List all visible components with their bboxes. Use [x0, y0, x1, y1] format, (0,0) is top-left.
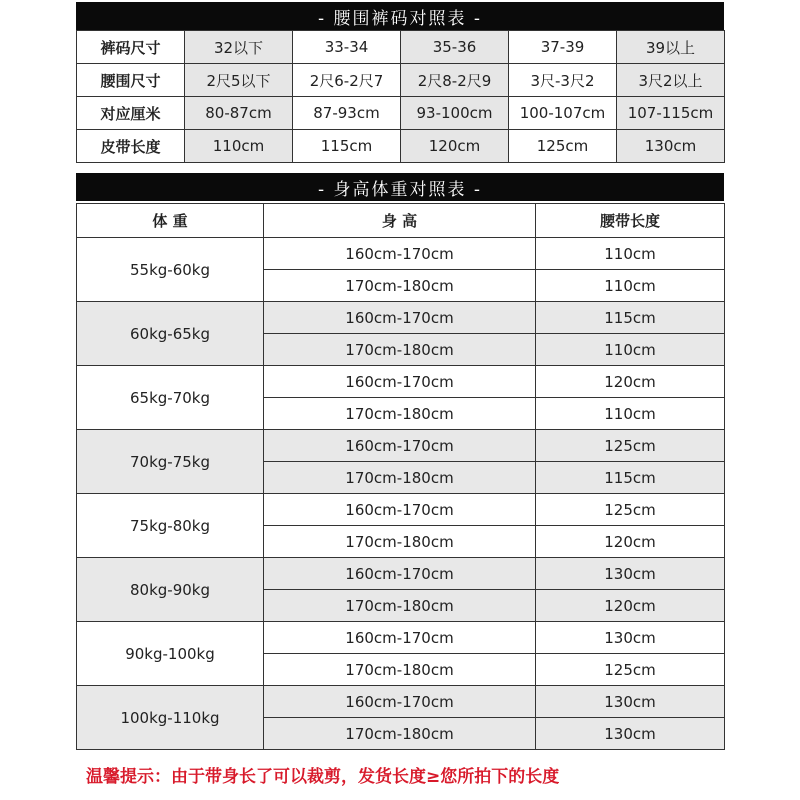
height-range-cell: 160cm-170cm: [264, 494, 536, 526]
size-chart-title: - 腰围裤码对照表 -: [76, 2, 724, 30]
size-row: [77, 31, 725, 64]
size-row-label: 对应厘米: [77, 97, 185, 130]
weight-range-cell: 60kg-65kg: [77, 302, 264, 366]
size-cell: 130cm: [617, 130, 725, 163]
size-cell: 2尺6-2尺7: [293, 64, 401, 97]
weight-range-cell: 100kg-110kg: [77, 686, 264, 750]
belt-length-cell: 120cm: [536, 590, 725, 622]
belt-length-cell: 110cm: [536, 398, 725, 430]
weight-range-cell: 70kg-75kg: [77, 430, 264, 494]
size-cell: 37-39: [509, 31, 617, 64]
height-range-cell: 170cm-180cm: [264, 398, 536, 430]
height-range-cell: 170cm-180cm: [264, 270, 536, 302]
size-row-label: 腰围尺寸: [77, 64, 185, 97]
size-cell: 3尺2以上: [617, 64, 725, 97]
size-cell: 110cm: [185, 130, 293, 163]
size-row-label: 皮带长度: [77, 130, 185, 163]
shipping-note: 温馨提示：由于带身长了可以裁剪，发货长度≥您所拍下的长度: [86, 767, 560, 787]
height-range-cell: 160cm-170cm: [264, 558, 536, 590]
belt-length-cell: 115cm: [536, 302, 725, 334]
belt-length-cell: 110cm: [536, 270, 725, 302]
size-cell: 39以上: [617, 31, 725, 64]
height-range-cell: 160cm-170cm: [264, 238, 536, 270]
belt-length-cell: 130cm: [536, 686, 725, 718]
height-range-cell: 160cm-170cm: [264, 302, 536, 334]
belt-length-cell: 125cm: [536, 494, 725, 526]
weight-row: [77, 302, 725, 334]
height-range-cell: 170cm-180cm: [264, 334, 536, 366]
header-belt-length: 腰带长度: [536, 204, 725, 238]
size-cell: 100-107cm: [509, 97, 617, 130]
weight-range-cell: 80kg-90kg: [77, 558, 264, 622]
size-cell: 93-100cm: [401, 97, 509, 130]
height-range-cell: 160cm-170cm: [264, 430, 536, 462]
size-cell: 107-115cm: [617, 97, 725, 130]
belt-length-cell: 120cm: [536, 366, 725, 398]
size-cell: 2尺8-2尺9: [401, 64, 509, 97]
belt-length-cell: 130cm: [536, 622, 725, 654]
size-cell: 125cm: [509, 130, 617, 163]
size-cell: 115cm: [293, 130, 401, 163]
header-height: 身 高: [264, 204, 536, 238]
waist-size-table: [76, 30, 725, 163]
belt-length-cell: 115cm: [536, 462, 725, 494]
size-cell: 2尺5以下: [185, 64, 293, 97]
belt-length-cell: 125cm: [536, 654, 725, 686]
weight-range-cell: 90kg-100kg: [77, 622, 264, 686]
weight-row: [77, 686, 725, 718]
height-range-cell: 160cm-170cm: [264, 686, 536, 718]
size-row: [77, 97, 725, 130]
height-range-cell: 170cm-180cm: [264, 462, 536, 494]
weight-range-cell: 65kg-70kg: [77, 366, 264, 430]
weight-row: [77, 622, 725, 654]
belt-length-cell: 130cm: [536, 718, 725, 750]
size-cell: 35-36: [401, 31, 509, 64]
belt-length-cell: 110cm: [536, 238, 725, 270]
height-range-cell: 170cm-180cm: [264, 526, 536, 558]
height-weight-table: [76, 203, 725, 750]
belt-length-cell: 125cm: [536, 430, 725, 462]
height-range-cell: 170cm-180cm: [264, 718, 536, 750]
weight-chart-title: - 身高体重对照表 -: [76, 173, 724, 201]
weight-row: [77, 558, 725, 590]
belt-length-cell: 120cm: [536, 526, 725, 558]
header-weight: 体 重: [77, 204, 264, 238]
weight-range-cell: 55kg-60kg: [77, 238, 264, 302]
size-row-label: 裤码尺寸: [77, 31, 185, 64]
size-cell: 33-34: [293, 31, 401, 64]
belt-length-cell: 110cm: [536, 334, 725, 366]
size-row: [77, 64, 725, 97]
height-range-cell: 170cm-180cm: [264, 654, 536, 686]
weight-row: [77, 494, 725, 526]
belt-length-cell: 130cm: [536, 558, 725, 590]
size-cell: 80-87cm: [185, 97, 293, 130]
weight-range-cell: 75kg-80kg: [77, 494, 264, 558]
size-cell: 3尺-3尺2: [509, 64, 617, 97]
weight-row: [77, 366, 725, 398]
height-range-cell: 160cm-170cm: [264, 366, 536, 398]
size-cell: 87-93cm: [293, 97, 401, 130]
size-cell: 32以下: [185, 31, 293, 64]
height-range-cell: 170cm-180cm: [264, 590, 536, 622]
height-range-cell: 160cm-170cm: [264, 622, 536, 654]
size-row: [77, 130, 725, 163]
weight-row: [77, 238, 725, 270]
size-cell: 120cm: [401, 130, 509, 163]
weight-row: [77, 430, 725, 462]
